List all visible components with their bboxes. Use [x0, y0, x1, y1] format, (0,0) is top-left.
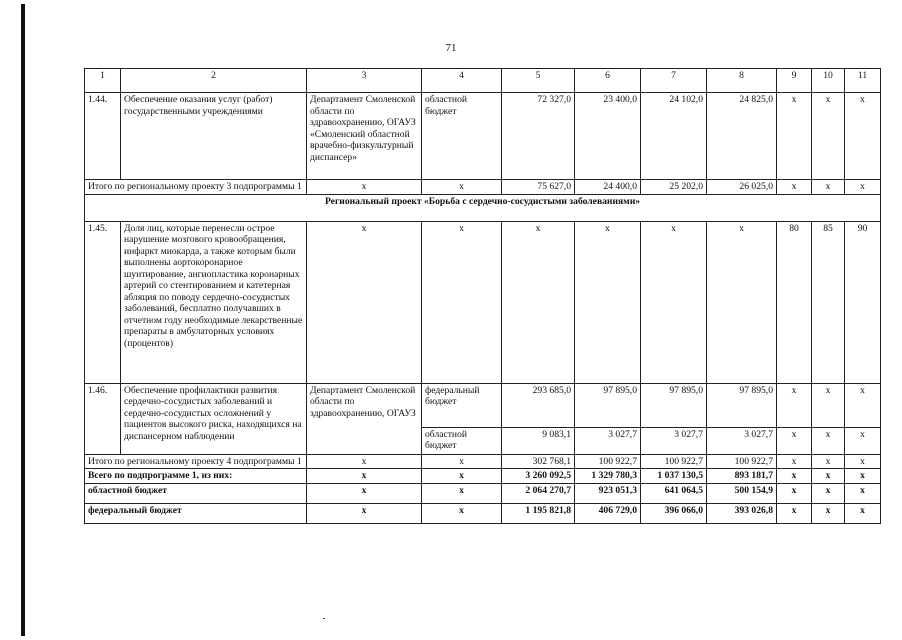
cell-c6: 3 027,7 — [575, 427, 641, 454]
row-source: областной бюджет — [422, 427, 502, 454]
cell-c9: х — [777, 93, 812, 180]
cell-c5: 293 685,0 — [502, 383, 575, 427]
row-label: областной бюджет — [85, 483, 307, 503]
cell-c11: х — [845, 180, 881, 195]
table-row-total-project-3 — [85, 180, 881, 195]
cell-c4: х — [422, 483, 502, 503]
row-label: Всего по подпрограмме 1, из них: — [85, 469, 307, 484]
row-source: федеральный бюджет — [422, 383, 502, 427]
col-header-10: 10 — [812, 69, 845, 93]
cell-c6: 1 329 780,3 — [575, 469, 641, 484]
cell-c5: 75 627,0 — [502, 180, 575, 195]
table-row-1-46-federal — [85, 383, 881, 427]
cell-c10: 85 — [812, 221, 845, 383]
cell-c8: 3 027,7 — [707, 427, 777, 454]
budget-table — [84, 68, 881, 524]
cell-c7: 97 895,0 — [641, 383, 707, 427]
cell-c8: 500 154,9 — [707, 483, 777, 503]
col-header-5: 5 — [502, 69, 575, 93]
cell-c11: х — [845, 454, 881, 469]
page-number: 71 — [445, 42, 457, 54]
cell-c9: х — [777, 483, 812, 503]
cell-c6: 97 895,0 — [575, 383, 641, 427]
cell-c7: 1 037 130,5 — [641, 469, 707, 484]
cell-c11: 90 — [845, 221, 881, 383]
row-number: 1.45. — [85, 221, 121, 383]
row-name: Обеспечение профилактики развития сердечно-сосудистых заболеваний и сердечно-сосудистых осложнений у пациентов высокого риска, находящихся на диспансерном наблюдении — [121, 383, 307, 454]
cell-c10: х — [812, 383, 845, 427]
cell-c8: 97 895,0 — [707, 383, 777, 427]
cell-c9: х — [777, 427, 812, 454]
row-label: Итого по региональному проекту 4 подпрограммы 1 — [85, 454, 307, 469]
cell-c3: х — [307, 221, 422, 383]
cell-c6: 923 051,3 — [575, 483, 641, 503]
cell-c5: 302 768,1 — [502, 454, 575, 469]
cell-c4: х — [422, 180, 502, 195]
cell-c11: х — [845, 427, 881, 454]
cell-c5: 72 327,0 — [502, 93, 575, 180]
row-number: 1.44. — [85, 93, 121, 180]
cell-c5: х — [502, 221, 575, 383]
cell-c7: х — [641, 221, 707, 383]
cell-c5: 1 195 821,8 — [502, 503, 575, 523]
cell-c3: х — [307, 180, 422, 195]
cell-c7: 25 202,0 — [641, 180, 707, 195]
cell-c9: 80 — [777, 221, 812, 383]
row-label: федеральный бюджет — [85, 503, 307, 523]
cell-c8: 893 181,7 — [707, 469, 777, 484]
cell-c6: х — [575, 221, 641, 383]
cell-c10: х — [812, 503, 845, 523]
section-heading-row — [85, 194, 881, 221]
cell-c5: 2 064 270,7 — [502, 483, 575, 503]
col-header-4: 4 — [422, 69, 502, 93]
column-number-row — [85, 69, 881, 93]
cell-c4: х — [422, 503, 502, 523]
cell-c4: х — [422, 469, 502, 484]
row-executor: Департамент Смоленской области по здравоохранению, ОГАУЗ «Смоленский областной врачебно-физкультурный диспансер» — [307, 93, 422, 180]
cell-c6: 100 922,7 — [575, 454, 641, 469]
cell-c10: х — [812, 454, 845, 469]
cell-c9: х — [777, 469, 812, 484]
col-header-6: 6 — [575, 69, 641, 93]
table-row-total-subprogram — [85, 469, 881, 484]
cell-c11: х — [845, 93, 881, 180]
cell-c11: х — [845, 503, 881, 523]
binding-edge-bar — [21, 4, 25, 636]
row-label: Итого по региональному проекту 3 подпрограммы 1 — [85, 180, 307, 195]
cell-c9: х — [777, 383, 812, 427]
row-number: 1.46. — [85, 383, 121, 454]
table-row-total-project-4 — [85, 454, 881, 469]
cell-c7: 100 922,7 — [641, 454, 707, 469]
cell-c11: х — [845, 483, 881, 503]
cell-c7: 641 064,5 — [641, 483, 707, 503]
cell-c7: 396 066,0 — [641, 503, 707, 523]
col-header-9: 9 — [777, 69, 812, 93]
row-name: Доля лиц, которые перенесли острое нарушение мозгового кровообращения, инфаркт миокарда, а также которым были выполнены аортокоронарное шунтирование, ангиопластика коронарных артерий со стентированием и катетерная абляция по поводу сердечно-сосудистых заболеваний, бесплатно получавших в отчетном году необходимые лекарственные препараты в амбулаторных условиях (процентов) — [121, 221, 307, 383]
cell-c3: х — [307, 469, 422, 484]
cell-c4: х — [422, 454, 502, 469]
cell-c3: х — [307, 454, 422, 469]
table-row-regional-budget — [85, 483, 881, 503]
cell-c6: 406 729,0 — [575, 503, 641, 523]
cell-c7: 3 027,7 — [641, 427, 707, 454]
cell-c4: х — [422, 221, 502, 383]
cell-c11: х — [845, 383, 881, 427]
cell-c10: х — [812, 483, 845, 503]
row-name: Обеспечение оказания услуг (работ) государственными учреждениями — [121, 93, 307, 180]
col-header-1: 1 — [85, 69, 121, 93]
col-header-2: 2 — [121, 69, 307, 93]
cell-c6: 24 400,0 — [575, 180, 641, 195]
cell-c8: 24 825,0 — [707, 93, 777, 180]
col-header-7: 7 — [641, 69, 707, 93]
cell-c9: х — [777, 503, 812, 523]
cell-c5: 3 260 092,5 — [502, 469, 575, 484]
cell-c9: х — [777, 180, 812, 195]
cell-c6: 23 400,0 — [575, 93, 641, 180]
cell-c8: 100 922,7 — [707, 454, 777, 469]
cell-c10: х — [812, 427, 845, 454]
cell-c10: х — [812, 180, 845, 195]
cell-c11: х — [845, 469, 881, 484]
row-source: областной бюджет — [422, 93, 502, 180]
cell-c3: х — [307, 503, 422, 523]
col-header-3: 3 — [307, 69, 422, 93]
cell-c8: х — [707, 221, 777, 383]
col-header-11: 11 — [845, 69, 881, 93]
cell-c3: х — [307, 483, 422, 503]
cell-c8: 393 026,8 — [707, 503, 777, 523]
table-row-1-45 — [85, 221, 881, 383]
cell-c10: х — [812, 93, 845, 180]
scan-speck — [323, 618, 325, 619]
table-row-1-44 — [85, 93, 881, 180]
cell-c9: х — [777, 454, 812, 469]
row-executor: Департамент Смоленской области по здравоохранению, ОГАУЗ — [307, 383, 422, 454]
section-title: Региональный проект «Борьба с сердечно-сосудистыми заболеваниями» — [85, 194, 881, 221]
col-header-8: 8 — [707, 69, 777, 93]
cell-c7: 24 102,0 — [641, 93, 707, 180]
cell-c5: 9 083,1 — [502, 427, 575, 454]
table-row-federal-budget — [85, 503, 881, 523]
cell-c10: х — [812, 469, 845, 484]
cell-c8: 26 025,0 — [707, 180, 777, 195]
